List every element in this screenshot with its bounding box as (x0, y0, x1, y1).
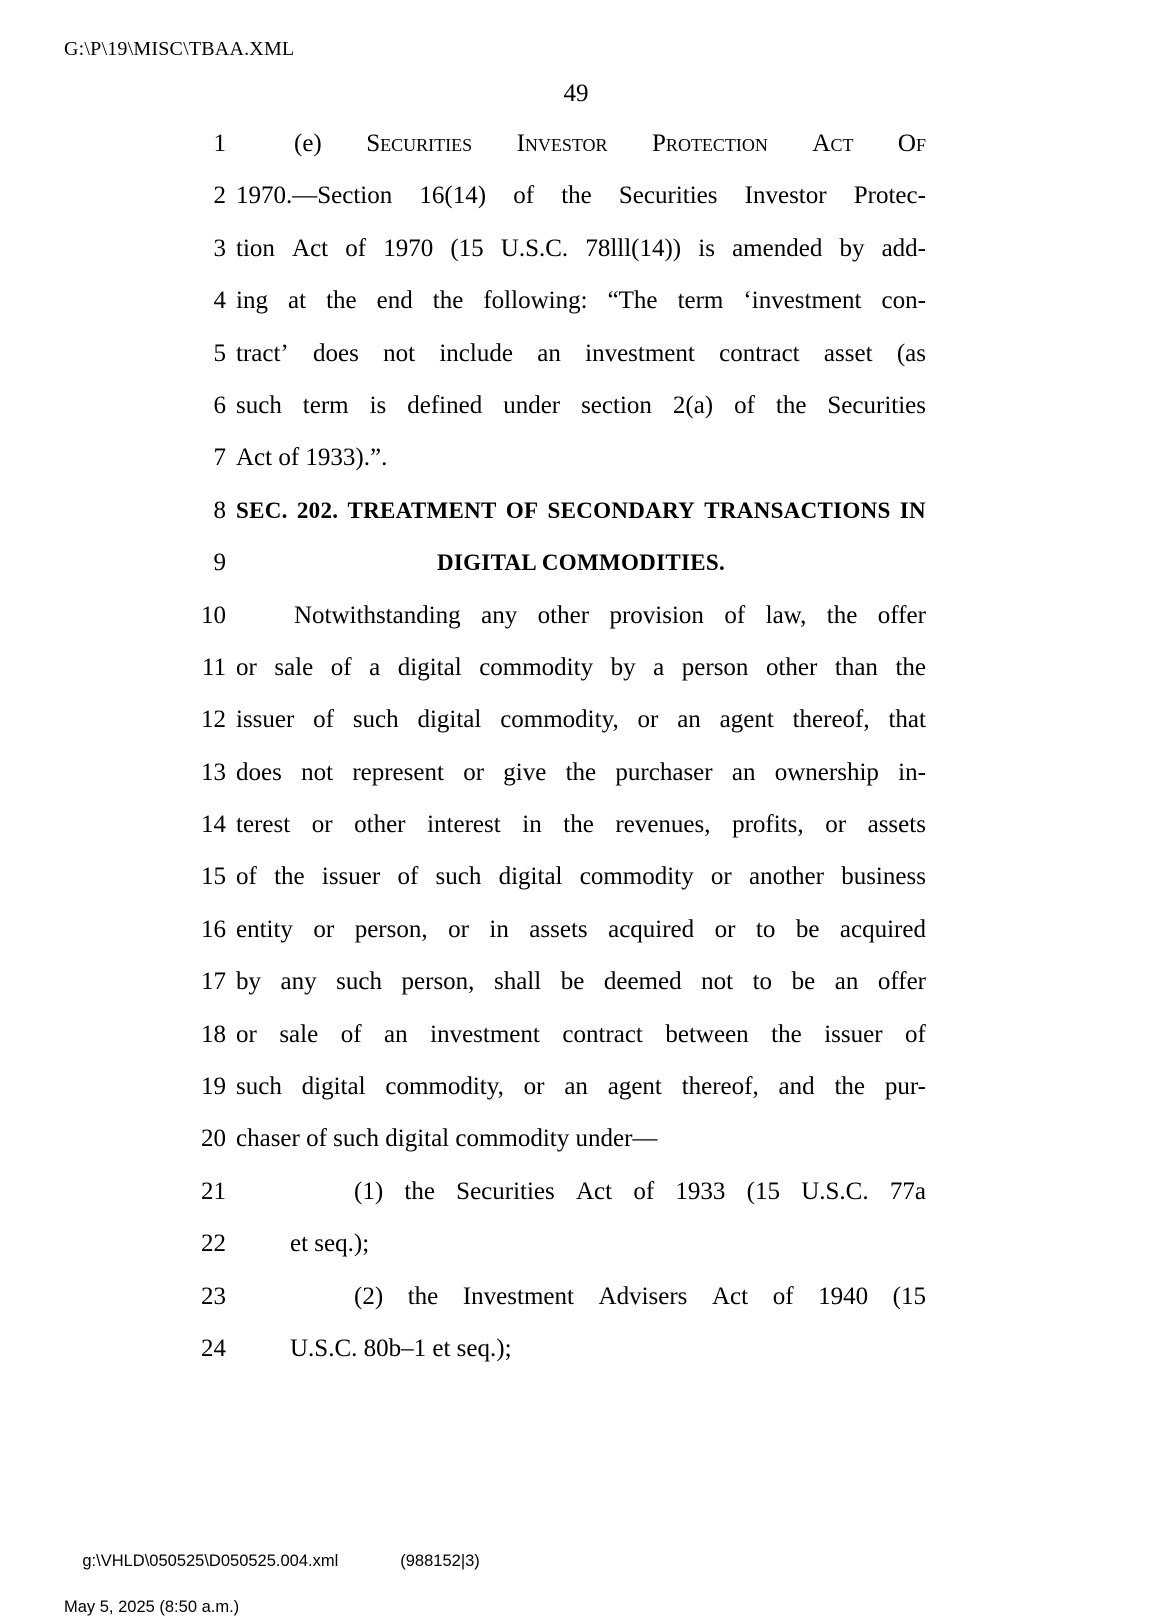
line-number: 10 (201, 601, 226, 629)
word: of (633, 1177, 655, 1205)
word: any (280, 968, 317, 996)
word: an (564, 1073, 588, 1101)
word: contract (562, 1020, 643, 1048)
bill-line (0, 1119, 1152, 1171)
bill-line (0, 1172, 1152, 1224)
word: Securities (366, 130, 473, 157)
bill-line (0, 1329, 1152, 1381)
bill-line (0, 648, 1152, 700)
line-text (290, 1172, 926, 1212)
line-number: 13 (201, 758, 226, 786)
word: or (714, 915, 736, 943)
line-text (236, 229, 926, 269)
bill-text-body (0, 124, 1152, 1381)
line-number: 12 (201, 706, 226, 734)
word: Securities (827, 391, 926, 419)
word: term (302, 391, 349, 419)
word: tion (236, 234, 275, 262)
line-text (236, 962, 926, 1002)
word: the (274, 863, 305, 891)
word: the (771, 1020, 802, 1048)
word: TRANSACTIONS (704, 497, 891, 523)
line-text (236, 334, 926, 374)
word: of (513, 182, 535, 210)
word: not (301, 758, 334, 786)
word: Investment (462, 1282, 574, 1310)
word: the (775, 391, 807, 419)
word: be (791, 968, 816, 996)
word: ‘investment (743, 287, 862, 315)
line-text (290, 1277, 926, 1317)
line-words (236, 1119, 926, 1159)
word: (as (896, 339, 926, 367)
word: another (748, 863, 824, 891)
word: (15 (746, 1177, 780, 1205)
word: of (340, 1020, 362, 1048)
line-words (236, 491, 926, 531)
word: digital (417, 706, 482, 734)
line-words (236, 334, 926, 374)
word: sale (274, 653, 314, 681)
word: person (681, 653, 749, 681)
word: digital (397, 653, 462, 681)
line-words (290, 1329, 926, 1369)
line-text (236, 386, 926, 426)
word: (15 (892, 1282, 926, 1310)
line-words (236, 805, 926, 845)
word: Act (712, 1282, 749, 1310)
line-number: 9 (213, 549, 226, 577)
word: or (463, 758, 485, 786)
word: purchaser (615, 758, 713, 786)
line-text (236, 857, 926, 897)
word: of (734, 391, 755, 419)
bill-line (0, 962, 1152, 1014)
word: or (313, 915, 335, 943)
word: section (581, 391, 652, 419)
line-number: 3 (213, 234, 226, 262)
line-words (236, 596, 926, 636)
word: such (352, 706, 399, 734)
word: digital (301, 1073, 366, 1101)
word: does (313, 339, 359, 367)
word: an (384, 1020, 408, 1048)
word: other (537, 601, 590, 629)
word: by (610, 653, 636, 681)
word: sale (279, 1020, 319, 1048)
word: the (404, 1177, 435, 1205)
word: than (834, 653, 878, 681)
word: an (834, 968, 859, 996)
word: U.S.C. (500, 234, 569, 262)
line-text (236, 491, 926, 531)
line-words (236, 1015, 926, 1055)
word: commodity, (385, 1073, 504, 1101)
word: to (752, 968, 773, 996)
line-words (236, 438, 926, 478)
word: add- (881, 234, 926, 262)
word: in (522, 811, 542, 839)
word: interest (427, 811, 501, 839)
word: revenues, (615, 811, 711, 839)
word: (2) (354, 1282, 384, 1310)
word: assets (867, 811, 926, 839)
line-text (236, 1015, 926, 1055)
word: of (772, 1282, 794, 1310)
word: offer (877, 601, 926, 629)
bill-line (0, 124, 1152, 176)
word: Investor (516, 130, 608, 157)
line-words (236, 910, 926, 950)
bill-line (0, 176, 1152, 228)
word: ownership (774, 758, 879, 786)
bill-line (0, 1277, 1152, 1329)
word: issuer (824, 1020, 883, 1048)
word: Investor (744, 182, 827, 210)
line-words (290, 1277, 926, 1317)
word: investment (585, 339, 695, 367)
word: issuer (321, 863, 381, 891)
word: represent (352, 758, 444, 786)
word: entity (236, 915, 293, 943)
document-footer (64, 1527, 480, 1619)
word: assets (529, 915, 588, 943)
line-text (290, 1224, 926, 1264)
word: is (698, 234, 715, 262)
word: in- (898, 758, 926, 786)
word: the (834, 1073, 866, 1101)
line-number: 22 (201, 1230, 226, 1258)
word: such (435, 863, 482, 891)
word: a (653, 653, 665, 681)
word: by (236, 968, 261, 996)
word: give (503, 758, 547, 786)
bill-line (0, 805, 1152, 857)
word: an (677, 706, 701, 734)
word: the (326, 287, 357, 315)
word: of (236, 863, 257, 891)
word: contract (719, 339, 800, 367)
line-words (236, 648, 926, 688)
word: such (236, 1073, 282, 1101)
footer-job-id: (988152|3) (400, 1552, 480, 1570)
word: such (336, 968, 382, 996)
word: investment (430, 1020, 540, 1048)
line-words (290, 1224, 926, 1264)
line-words (236, 543, 926, 583)
word: thereof, (792, 706, 870, 734)
word: to (755, 915, 776, 943)
line-number: 21 (201, 1177, 226, 1205)
page-number: 49 (563, 80, 589, 107)
word: agent (719, 706, 774, 734)
bill-line (0, 910, 1152, 962)
word: or (311, 811, 333, 839)
line-text (236, 910, 926, 950)
word: or (236, 653, 257, 681)
word: amended (732, 234, 823, 262)
word: between (665, 1020, 749, 1048)
word: be (560, 968, 585, 996)
line-words (236, 1067, 926, 1107)
word: under (503, 391, 561, 419)
word: IN (899, 497, 926, 523)
footer-row-primary (64, 1527, 480, 1596)
word: not (701, 968, 734, 996)
word: be (795, 915, 820, 943)
bill-line (0, 1224, 1152, 1276)
word: other (765, 653, 818, 681)
word: SEC. (236, 497, 288, 523)
word: 1970.—Section (236, 182, 393, 210)
word: of (905, 1020, 926, 1048)
word: and (778, 1073, 815, 1101)
word: 78lll(14)) (585, 234, 682, 262)
line-words (236, 176, 926, 216)
word: SECONDARY (547, 497, 696, 523)
bill-line (0, 857, 1152, 909)
word: is (369, 391, 387, 419)
word: the (565, 758, 597, 786)
word: any (481, 601, 518, 629)
word: in (489, 915, 509, 943)
word: by (839, 234, 865, 262)
bill-line (0, 491, 1152, 543)
line-number: 23 (201, 1282, 226, 1310)
line-number: 24 (201, 1334, 226, 1362)
bill-line (0, 281, 1152, 333)
word: of (397, 863, 419, 891)
word: digital (498, 863, 563, 891)
bill-line (0, 753, 1152, 805)
line-text (236, 1119, 926, 1159)
word: of (313, 706, 334, 734)
word: law, (765, 601, 807, 629)
word: et seq.); (290, 1230, 370, 1258)
bill-line (0, 229, 1152, 281)
line-number: 4 (213, 287, 226, 315)
word: 1933 (675, 1177, 726, 1205)
word: offer (877, 968, 926, 996)
word: commodity (579, 863, 694, 891)
word: person, (401, 968, 475, 996)
word: OF (505, 497, 539, 523)
word: Act of 1933).”. (236, 444, 388, 472)
word: TREATMENT (347, 497, 497, 523)
line-text (236, 281, 926, 321)
word: chaser of such digital commodity under— (236, 1125, 658, 1153)
word: thereof, (681, 1073, 759, 1101)
line-number: 2 (213, 182, 226, 210)
line-words (236, 124, 926, 164)
word: term (677, 287, 724, 315)
line-number: 5 (213, 339, 226, 367)
line-words (236, 281, 926, 321)
word: con- (881, 287, 926, 315)
word: ing (236, 287, 268, 315)
word: terest (236, 811, 291, 839)
word: U.S.C. (801, 1177, 869, 1205)
word: Act (576, 1177, 613, 1205)
word: provision (609, 601, 704, 629)
word: person, (354, 915, 428, 943)
word: shall (493, 968, 542, 996)
word: end (376, 287, 413, 315)
line-text (236, 1067, 926, 1107)
word: Securities (618, 182, 718, 210)
word: acquired (608, 915, 695, 943)
word: such (236, 391, 282, 419)
word: 16(14) (419, 182, 487, 210)
bill-line (0, 700, 1152, 752)
line-number: 8 (213, 496, 226, 524)
word: an (731, 758, 756, 786)
word: 2(a) (672, 391, 714, 419)
word: following: (483, 287, 588, 315)
line-words (236, 386, 926, 426)
line-words (236, 857, 926, 897)
word: Securities (456, 1177, 555, 1205)
word: commodity (479, 653, 594, 681)
word: or (448, 915, 469, 943)
word: 202. (296, 497, 339, 523)
word: the (895, 653, 926, 681)
word: U.S.C. 80b–1 et seq.); (290, 1334, 512, 1362)
word: the (826, 601, 858, 629)
line-text (290, 1329, 926, 1369)
bill-line (0, 596, 1152, 648)
word: the (432, 287, 464, 315)
word: of (330, 653, 352, 681)
line-text (236, 543, 926, 583)
line-words (236, 753, 926, 793)
line-number: 7 (213, 444, 226, 472)
word: agent (607, 1073, 662, 1101)
word: at (287, 287, 307, 315)
word: issuer (236, 706, 295, 734)
line-text (236, 176, 926, 216)
line-number: 17 (201, 968, 226, 996)
word: the (563, 811, 594, 839)
bill-line (0, 1015, 1152, 1067)
word: of (345, 234, 367, 262)
word: DIGITAL COMMODITIES. (436, 550, 725, 576)
word: Act (812, 130, 854, 157)
line-words (236, 962, 926, 1002)
word: “The (607, 287, 658, 315)
word: that (888, 706, 926, 734)
line-text (236, 438, 926, 478)
word: business (841, 863, 926, 891)
word: include (439, 339, 513, 367)
bill-line (0, 438, 1152, 490)
word: or (523, 1073, 545, 1101)
line-number: 20 (201, 1125, 226, 1153)
word: the (561, 182, 592, 210)
bill-line (0, 334, 1152, 386)
word: or (236, 1020, 257, 1048)
footer-file-path: g:\VHLD\050525\D050525.004.xml (82, 1552, 339, 1570)
word: asset (823, 339, 873, 367)
line-number: 11 (201, 653, 226, 681)
line-text (236, 753, 926, 793)
footer-timestamp: May 5, 2025 (8:50 a.m.) (64, 1598, 240, 1616)
bill-line (0, 543, 1152, 595)
word: defined (407, 391, 483, 419)
line-text (236, 124, 926, 164)
word: not (383, 339, 416, 367)
word: 1940 (818, 1282, 869, 1310)
word: acquired (839, 915, 926, 943)
word: profits, (732, 811, 804, 839)
line-words (290, 1172, 926, 1212)
word: commodity, (500, 706, 619, 734)
line-words (236, 229, 926, 269)
line-number: 6 (213, 391, 226, 419)
line-number: 15 (201, 863, 226, 891)
line-text (236, 700, 926, 740)
line-number: 16 (201, 915, 226, 943)
word: (15 (450, 234, 484, 262)
document-file-path-header: G:\P\19\MISC\TBAA.XML (64, 38, 295, 60)
line-text (236, 805, 926, 845)
word: or (637, 706, 659, 734)
word: other (354, 811, 406, 839)
word: does (236, 758, 282, 786)
word: deemed (603, 968, 682, 996)
word: Of (897, 130, 926, 157)
line-number: 1 (213, 130, 226, 157)
word: pur- (884, 1073, 926, 1101)
word: Advisers (598, 1282, 688, 1310)
word: a (369, 653, 381, 681)
line-words (236, 700, 926, 740)
word: (1) (354, 1177, 384, 1205)
word: (e) (294, 130, 322, 157)
line-number: 14 (201, 811, 226, 839)
line-text (236, 596, 926, 636)
word: Act (292, 234, 329, 262)
bill-line (0, 386, 1152, 438)
word: tract’ (236, 339, 289, 367)
word: or (710, 863, 732, 891)
line-number: 19 (201, 1073, 226, 1101)
word: Protection (652, 130, 768, 157)
word: 1970 (383, 234, 434, 262)
word: an (537, 339, 561, 367)
word: 77a (889, 1177, 926, 1205)
word: of (724, 601, 746, 629)
word: or (825, 811, 847, 839)
bill-line (0, 1067, 1152, 1119)
word: Protec- (853, 182, 926, 210)
line-number: 18 (201, 1020, 226, 1048)
word: the (407, 1282, 439, 1310)
line-text (236, 648, 926, 688)
word: Notwithstanding (294, 601, 461, 629)
